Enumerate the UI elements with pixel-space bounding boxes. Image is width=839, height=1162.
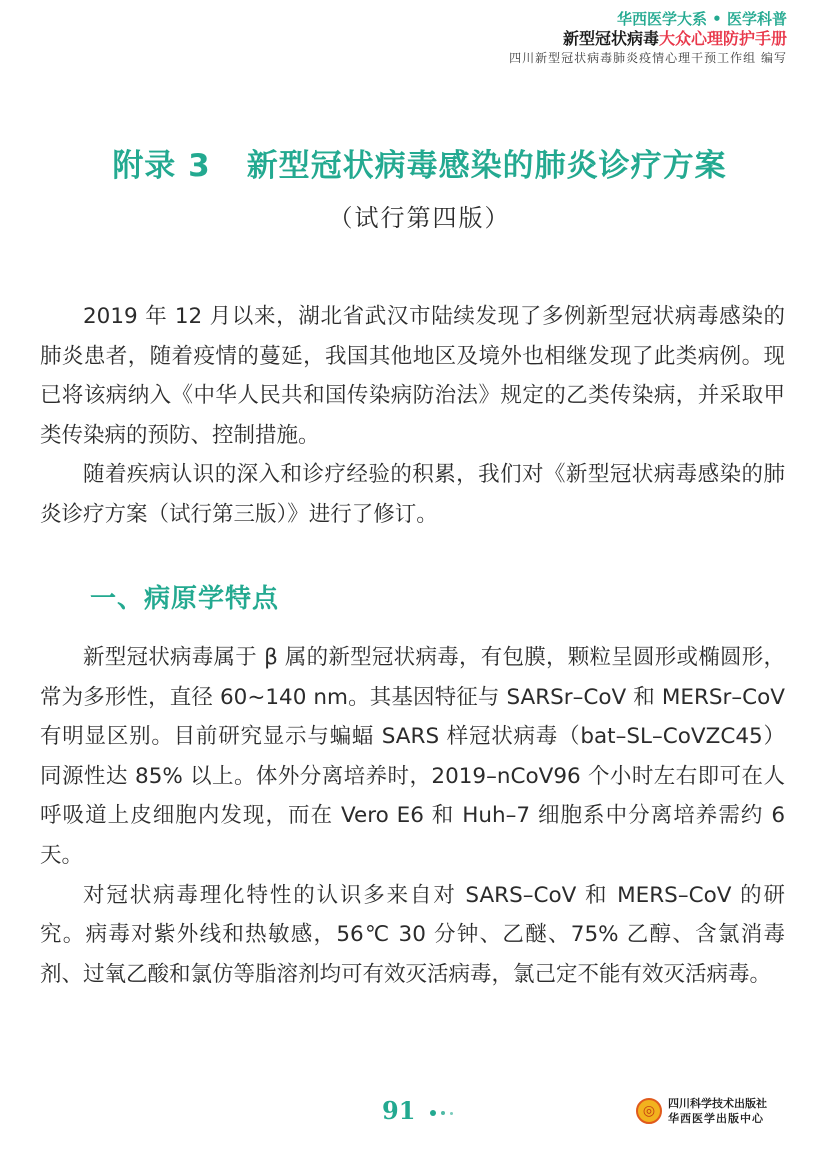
section-text bbox=[40, 638, 785, 994]
paragraph: 2019 年 12 月以来，湖北省武汉市陆续发现了多例新型冠状病毒感染的肺炎患者，随着疫情的蔓延，我国其他地区及境外也相继发现了此类病例。现已将该病纳入《中华人民共和国传染病防治法》规定的乙类传染病，并采取甲类传染病的预防、控制措施。 bbox=[40, 304, 785, 448]
paragraph: 对冠状病毒理化特性的认识多来自对 SARS–CoV 和 MERS–CoV 的研究。病毒对紫外线和热敏感，56℃ 30 分钟、乙醚、75% 乙醇、含氯消毒剂、过氧乙酸和氯仿等脂溶剂均可有效灭活病毒，氯己定不能有效灭活病毒。 bbox=[40, 882, 785, 987]
book-title-main: 新型冠状病毒 bbox=[562, 28, 659, 48]
publisher-name: 四川科学技术出版社 bbox=[668, 1097, 767, 1110]
appendix-title bbox=[0, 140, 839, 185]
appendix-label: 附录 3 bbox=[112, 148, 211, 184]
paragraph: 新型冠状病毒属于 β 属的新型冠状病毒，有包膜，颗粒呈圆形或椭圆形，常为多形性，直径 60~140 nm。其基因特征与 SARSr–CoV 和 MERSr–CoV 有明显区别。目前研究显示与蝙蝠 SARS 样冠状病毒（bat–SL–CoVZC45）同源性达 85% 以上。体外分离培养时，2019–nCoV96 个小时左右即可在人呼吸道上皮细胞内发现，而在 Vero E6 和 Huh–7 细胞系中分离培养需约 6 天。 bbox=[40, 645, 785, 868]
editor-credit: 四川新型冠状病毒肺炎疫情心理干预工作组 编写 bbox=[509, 50, 787, 65]
running-header bbox=[509, 10, 787, 66]
book-title-accent: 大众心理防护手册 bbox=[658, 28, 787, 48]
publisher-block bbox=[636, 1096, 767, 1126]
series-name: 华西医学大系 • 医学科普 bbox=[616, 10, 787, 28]
paragraph: 随着疾病认识的深入和诊疗经验的积累，我们对《新型冠状病毒感染的肺炎诊疗方案（试行第三版）》进行了修订。 bbox=[40, 462, 785, 527]
publisher-center: 华西医学出版中心 bbox=[668, 1112, 764, 1125]
appendix-subtitle: （试行第四版） bbox=[328, 204, 511, 232]
page-dots-decoration bbox=[430, 1110, 453, 1116]
book-title bbox=[509, 29, 787, 49]
appendix-title-text: 新型冠状病毒感染的肺炎诊疗方案 bbox=[246, 148, 727, 184]
section-heading: 一、病原学特点 bbox=[90, 584, 280, 614]
page-number: 91 bbox=[382, 1096, 416, 1125]
publisher-seal-icon: ◎ bbox=[636, 1098, 662, 1124]
intro-text bbox=[40, 297, 785, 535]
